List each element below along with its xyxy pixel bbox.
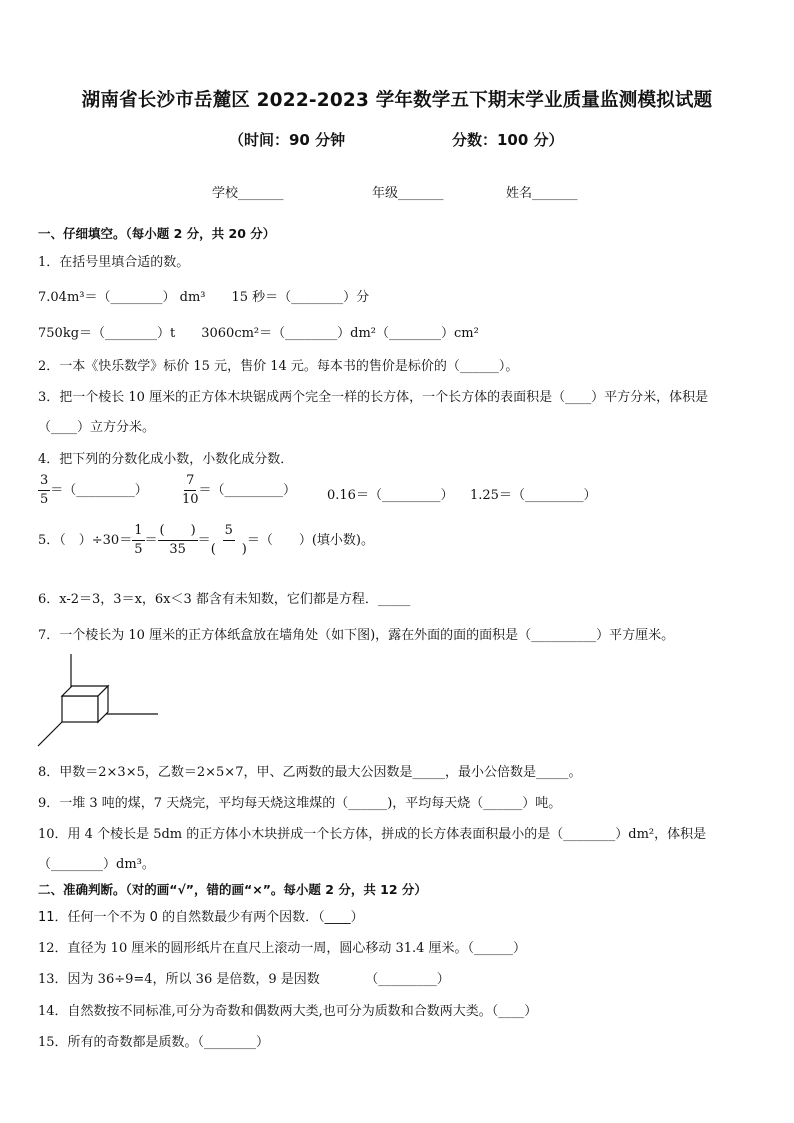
question-14: 14．自然数按不同标准,可分为奇数和偶数两大类,也可分为质数和合数两大类。（____） <box>38 1004 538 1019</box>
question-12: 12．直径为 10 厘米的圆形纸片在直尺上滚动一周，圆心移动 31.4 厘米。（______） <box>38 941 527 956</box>
question-3-line2: （____）立方分米。 <box>38 420 156 435</box>
question-9: 9．一堆 3 吨的煤，7 天烧完，平均每天烧这堆煤的（______)，平均每天烧（______）吨。 <box>38 796 562 811</box>
fraction-7-10: $\frac{7}{10}$ <box>182 473 199 507</box>
question-6: 6．x-2＝3，3＝x，6x＜3 都含有未知数，它们都是方程．_____ <box>38 592 411 607</box>
question-4-item-2: $\frac{7}{10}$ ＝（_________） <box>182 473 297 507</box>
question-4-item-3: 0.16＝（_________） <box>327 488 454 503</box>
question-7: 7．一个棱长为 10 厘米的正方体纸盒放在墙角处（如下图)，露在外面的面的面积是（__________）平方厘米。 <box>38 628 675 643</box>
fraction-5-blank: $\frac{5}{( )}$ <box>210 523 247 557</box>
fraction-1-5: $\frac{1}{5}$ <box>134 523 143 557</box>
question-1a: 7.04m³＝（________） dm³ 15 秒＝（________）分 <box>38 290 370 305</box>
name-field: 姓名_______ <box>506 186 578 201</box>
school-field: 学校_______ <box>212 186 284 201</box>
page-title: 湖南省长沙市岳麓区 2022-2023 学年数学五下期末学业质量监测模拟试题 <box>81 90 713 111</box>
question-10-line1: 10．用 4 个棱长是 5dm 的正方体小木块拼成一个长方体，拼成的长方体表面积最小的是（________）dm²，体积是 <box>38 827 707 842</box>
question-4: 4．把下列的分数化成小数，小数化成分数． <box>38 452 294 467</box>
cube-corner-diagram <box>34 652 164 748</box>
question-1: 1．在括号里填合适的数。 <box>38 255 190 270</box>
question-3-line1: 3．把一个棱长 10 厘米的正方体木块锯成两个完全一样的长方体，一个长方体的表面积是（____）平方分米，体积是 <box>38 390 709 405</box>
question-4-item-4: 1.25＝（_________） <box>470 488 597 503</box>
question-11: 11．任何一个不为 0 的自然数最少有两个因数．（____） <box>38 910 364 925</box>
question-15: 15．所有的奇数都是质数。（________） <box>38 1035 270 1050</box>
fraction-blank-35: $\frac{( )}{35}$ <box>159 523 196 557</box>
question-5: 5．（ ）÷30＝ $\frac{1}{5}$ ＝ $\frac{( )}{35}$ ＝ $\frac{5}{( )}$ ＝（ ）(填小数)。 <box>38 523 374 557</box>
section-1-heading: 一、仔细填空。（每小题 2 分，共 20 分） <box>38 226 276 241</box>
question-4-item-1: $\frac{3}{5}$ ＝（_________） <box>40 473 148 507</box>
exam-time: （时间：90 分钟 <box>229 131 346 149</box>
question-1b: 750kg＝（________）t 3060cm²＝（________）dm²（________）cm² <box>38 326 479 341</box>
grade-field: 年级_______ <box>372 186 444 201</box>
exam-score: 分数：100 分） <box>452 131 564 149</box>
question-8: 8．甲数＝2×3×5，乙数＝2×5×7，甲、乙两数的最大公因数是_____，最小公倍数是_____。 <box>38 765 582 780</box>
question-10-line2: （________）dm³。 <box>38 857 155 872</box>
question-2: 2．一本《快乐数学》标价 15 元，售价 14 元。每本书的售价是标价的（______）。 <box>38 359 519 374</box>
fraction-3-5: $\frac{3}{5}$ <box>40 473 49 507</box>
section-2-heading: 二、准确判断。（对的画“√”，错的画“×”。每小题 2 分，共 12 分） <box>38 882 427 897</box>
question-13: 13．因为 36÷9=4，所以 36 是倍数，9 是因数 （_________） <box>38 972 450 987</box>
